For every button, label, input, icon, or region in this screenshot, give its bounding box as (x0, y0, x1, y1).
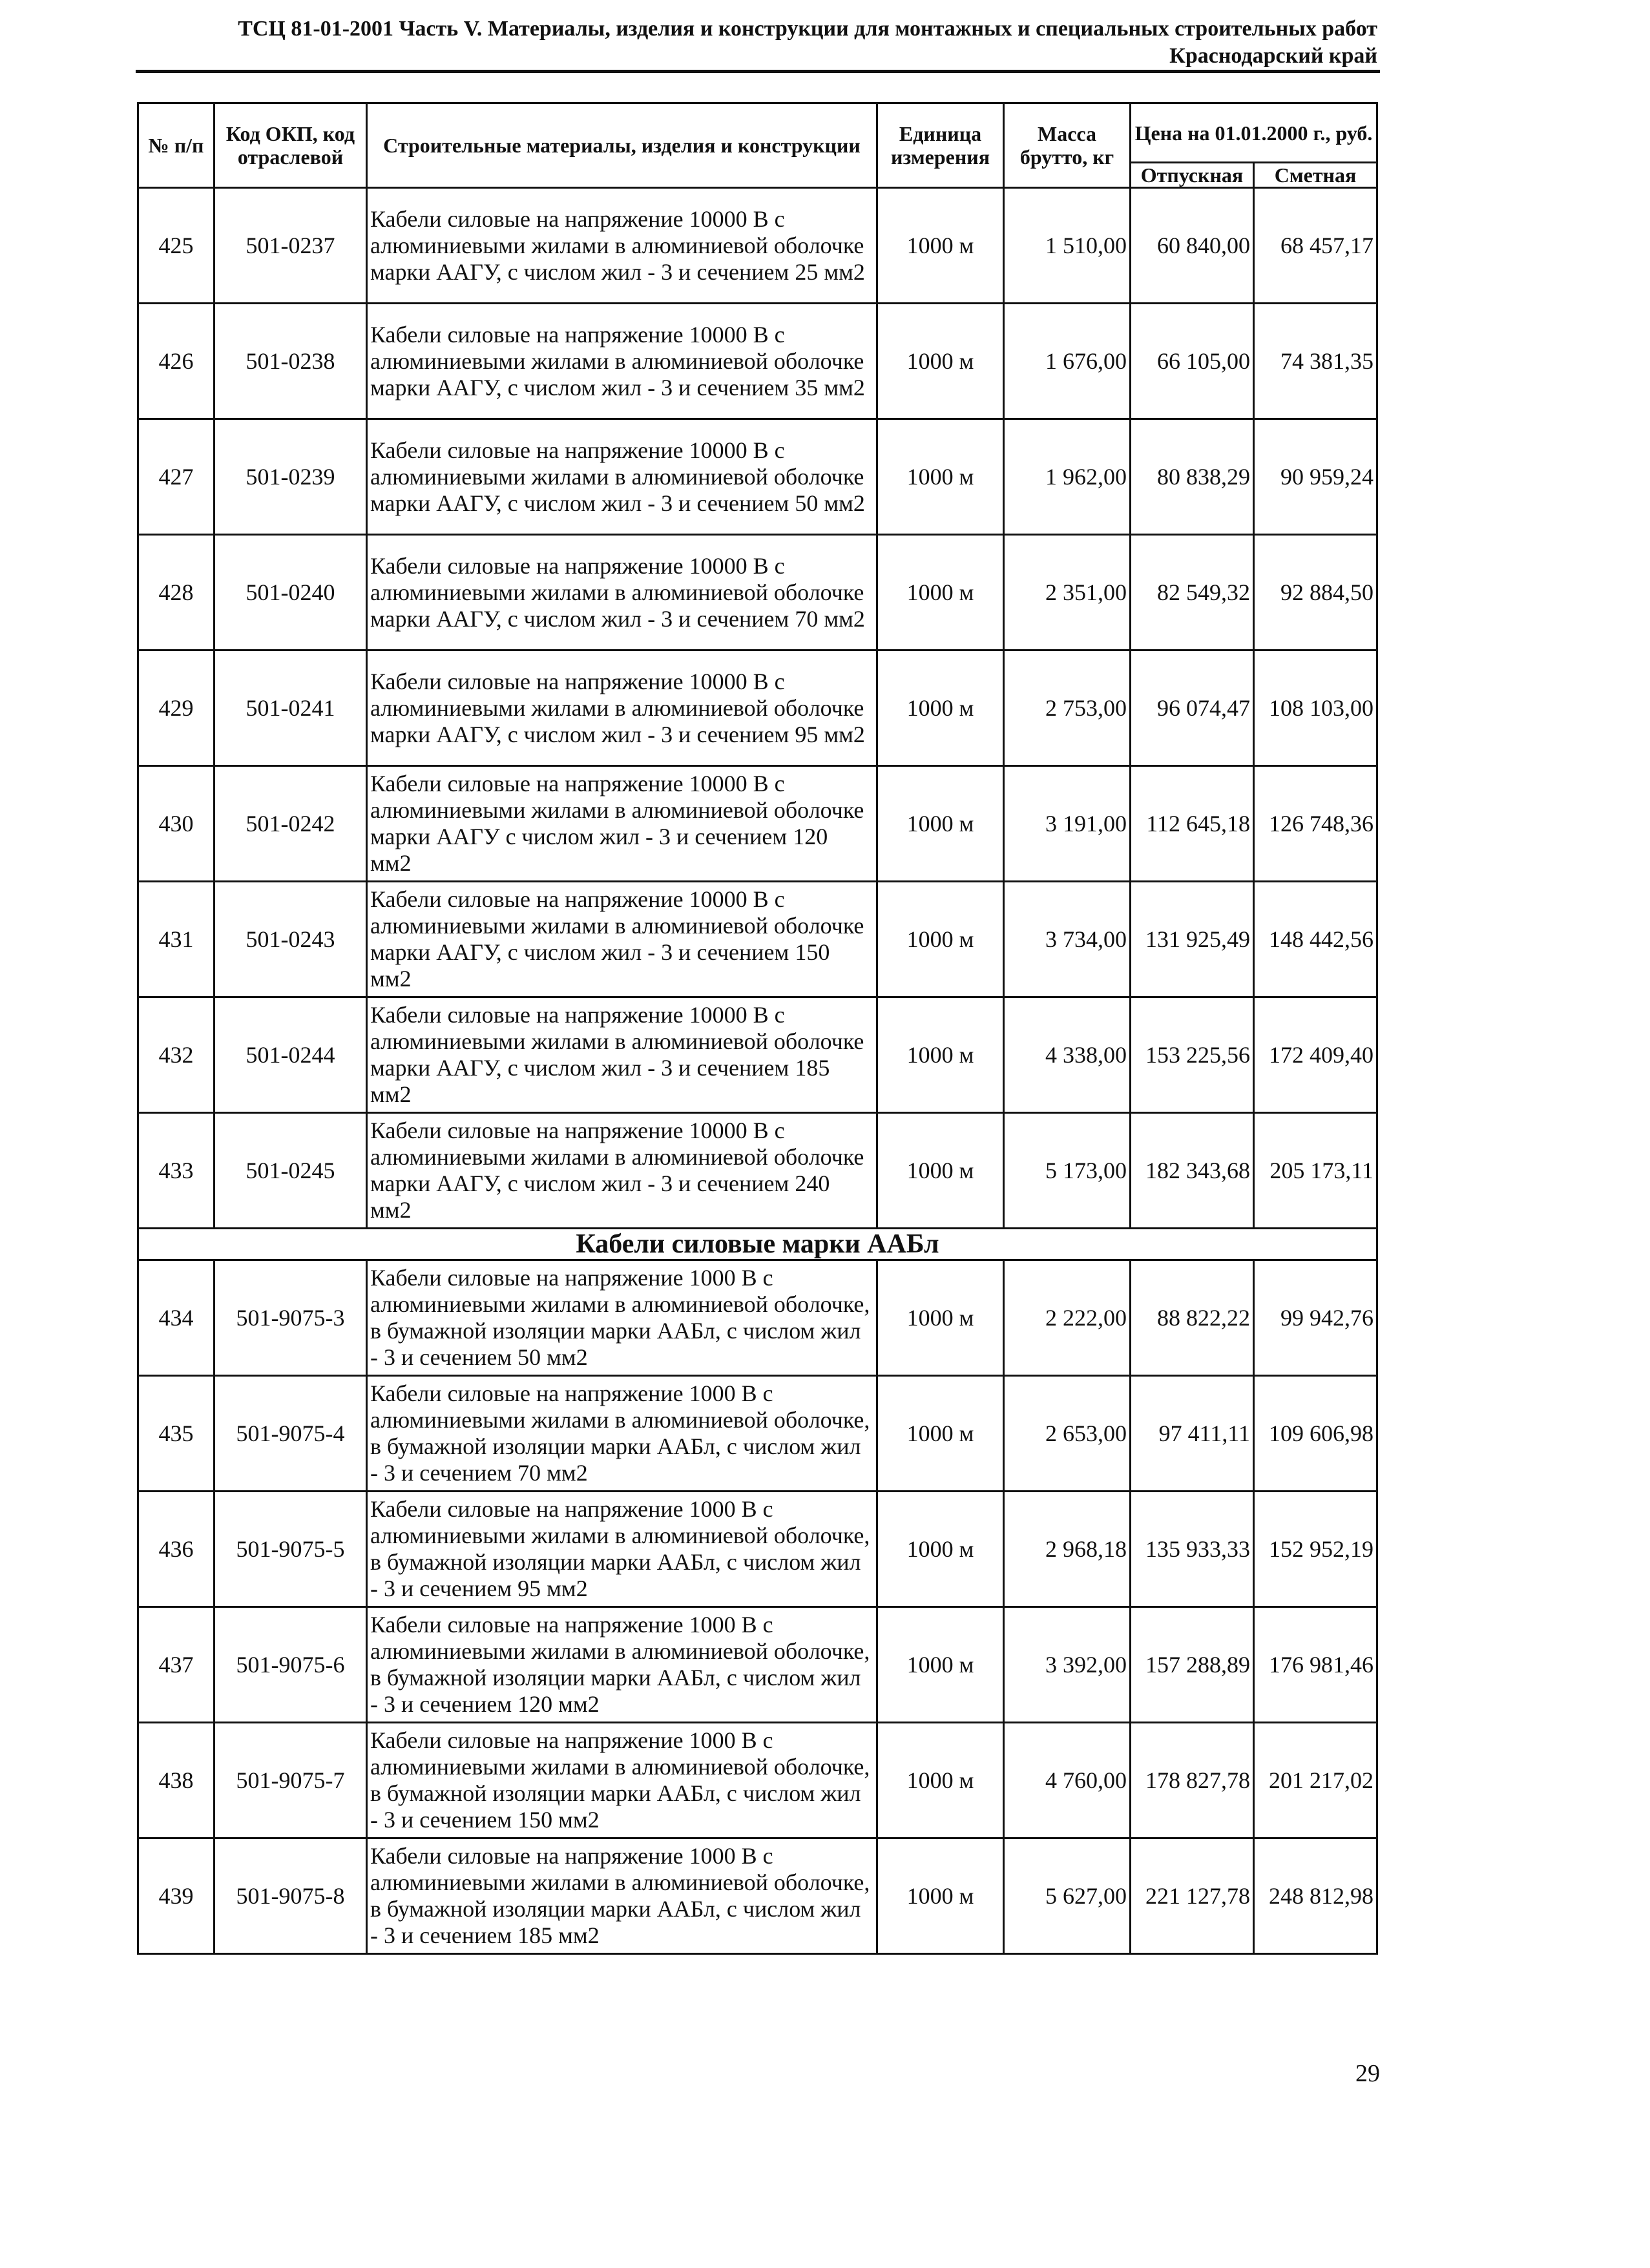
row-price-estimate: 148 442,56 (1254, 882, 1377, 997)
col-header-mass: Масса брутто, кг (1004, 103, 1131, 188)
row-code: 501-9075-7 (214, 1723, 367, 1838)
row-unit: 1000 м (877, 304, 1004, 419)
running-header-title: ТСЦ 81-01-2001 Часть V. Материалы, изделия и конструкции для монтажных и специальных строительных работ (238, 17, 1377, 41)
row-name: Кабели силовые на напряжение 1000 В с алюминиевыми жилами в алюминиевой оболочке, в бумажной изоляции марки ААБл, с числом жил - 3 и сечением 120 мм2 (367, 1607, 877, 1723)
row-price-sale: 96 074,47 (1131, 650, 1254, 766)
col-header-price-estimate: Сметная (1254, 163, 1377, 188)
row-name: Кабели силовые на напряжение 1000 В с алюминиевыми жилами в алюминиевой оболочке, в бумажной изоляции марки ААБл, с числом жил - 3 и сечением 150 мм2 (367, 1723, 877, 1838)
row-price-estimate: 176 981,46 (1254, 1607, 1377, 1723)
materials-price-table (137, 102, 1378, 1955)
page-number: 29 (1355, 2060, 1380, 2087)
row-code: 501-9075-8 (214, 1838, 367, 1954)
row-unit: 1000 м (877, 997, 1004, 1113)
row-price-sale: 178 827,78 (1131, 1723, 1254, 1838)
row-unit: 1000 м (877, 535, 1004, 650)
section-title: Кабели силовые марки ААБл (138, 1229, 1377, 1260)
row-mass: 1 510,00 (1004, 188, 1131, 304)
row-price-estimate: 152 952,19 (1254, 1492, 1377, 1607)
row-unit: 1000 м (877, 1607, 1004, 1723)
table-row (138, 882, 1377, 997)
row-unit: 1000 м (877, 1838, 1004, 1954)
row-price-estimate: 205 173,11 (1254, 1113, 1377, 1229)
row-unit: 1000 м (877, 419, 1004, 535)
row-mass: 5 627,00 (1004, 1838, 1131, 1954)
row-price-estimate: 248 812,98 (1254, 1838, 1377, 1954)
row-code: 501-0244 (214, 997, 367, 1113)
table-row (138, 766, 1377, 882)
row-price-estimate: 90 959,24 (1254, 419, 1377, 535)
table-row (138, 1607, 1377, 1723)
row-price-sale: 82 549,32 (1131, 535, 1254, 650)
row-num: 431 (138, 882, 214, 997)
row-num: 426 (138, 304, 214, 419)
row-name: Кабели силовые на напряжение 10000 В с алюминиевыми жилами в алюминиевой оболочке марки ААГУ, с числом жил - 3 и сечением 35 мм2 (367, 304, 877, 419)
row-num: 434 (138, 1260, 214, 1376)
row-price-sale: 157 288,89 (1131, 1607, 1254, 1723)
row-mass: 2 351,00 (1004, 535, 1131, 650)
row-unit: 1000 м (877, 1723, 1004, 1838)
row-price-sale: 131 925,49 (1131, 882, 1254, 997)
running-header-region: Краснодарский край (1169, 44, 1377, 68)
row-num: 429 (138, 650, 214, 766)
table-body-aabl (138, 1260, 1377, 1954)
row-name: Кабели силовые на напряжение 1000 В с алюминиевыми жилами в алюминиевой оболочке, в бумажной изоляции марки ААБл, с числом жил - 3 и сечением 185 мм2 (367, 1838, 877, 1954)
row-unit: 1000 м (877, 650, 1004, 766)
table-row (138, 419, 1377, 535)
col-header-price-group: Цена на 01.01.2000 г., руб. (1131, 103, 1377, 163)
row-code: 501-0245 (214, 1113, 367, 1229)
row-price-estimate: 68 457,17 (1254, 188, 1377, 304)
row-name: Кабели силовые на напряжение 10000 В с алюминиевыми жилами в алюминиевой оболочке марки ААГУ, с числом жил - 3 и сечением 150 мм2 (367, 882, 877, 997)
row-name: Кабели силовые на напряжение 10000 В с алюминиевыми жилами в алюминиевой оболочке марки ААГУ с числом жил - 3 и сечением 120 мм2 (367, 766, 877, 882)
table-row (138, 1723, 1377, 1838)
table-row (138, 650, 1377, 766)
row-num: 436 (138, 1492, 214, 1607)
table-row (138, 535, 1377, 650)
table-row (138, 1113, 1377, 1229)
row-price-sale: 182 343,68 (1131, 1113, 1254, 1229)
table-row (138, 1376, 1377, 1492)
row-mass: 4 338,00 (1004, 997, 1131, 1113)
table-row (138, 1492, 1377, 1607)
row-code: 501-0240 (214, 535, 367, 650)
row-code: 501-9075-3 (214, 1260, 367, 1376)
row-name: Кабели силовые на напряжение 10000 В с алюминиевыми жилами в алюминиевой оболочке марки ААГУ, с числом жил - 3 и сечением 50 мм2 (367, 419, 877, 535)
row-price-sale: 135 933,33 (1131, 1492, 1254, 1607)
row-code: 501-9075-4 (214, 1376, 367, 1492)
row-num: 425 (138, 188, 214, 304)
table-row (138, 304, 1377, 419)
row-num: 430 (138, 766, 214, 882)
col-header-code: Код ОКП, код отраслевой (214, 103, 367, 188)
row-mass: 2 653,00 (1004, 1376, 1131, 1492)
row-price-estimate: 92 884,50 (1254, 535, 1377, 650)
row-mass: 5 173,00 (1004, 1113, 1131, 1229)
row-code: 501-0241 (214, 650, 367, 766)
row-price-sale: 112 645,18 (1131, 766, 1254, 882)
row-name: Кабели силовые на напряжение 1000 В с алюминиевыми жилами в алюминиевой оболочке, в бумажной изоляции марки ААБл, с числом жил - 3 и сечением 50 мм2 (367, 1260, 877, 1376)
row-num: 433 (138, 1113, 214, 1229)
row-mass: 1 962,00 (1004, 419, 1131, 535)
row-price-sale: 60 840,00 (1131, 188, 1254, 304)
row-unit: 1000 м (877, 766, 1004, 882)
row-num: 432 (138, 997, 214, 1113)
row-unit: 1000 м (877, 1260, 1004, 1376)
row-num: 439 (138, 1838, 214, 1954)
table-row (138, 188, 1377, 304)
row-num: 428 (138, 535, 214, 650)
row-num: 438 (138, 1723, 214, 1838)
row-mass: 3 392,00 (1004, 1607, 1131, 1723)
row-code: 501-0239 (214, 419, 367, 535)
row-num: 435 (138, 1376, 214, 1492)
row-unit: 1000 м (877, 188, 1004, 304)
row-price-estimate: 99 942,76 (1254, 1260, 1377, 1376)
table-row (138, 1838, 1377, 1954)
header-rule (136, 70, 1380, 73)
col-header-name: Строительные материалы, изделия и конструкции (367, 103, 877, 188)
row-name: Кабели силовые на напряжение 1000 В с алюминиевыми жилами в алюминиевой оболочке, в бумажной изоляции марки ААБл, с числом жил - 3 и сечением 95 мм2 (367, 1492, 877, 1607)
row-price-estimate: 109 606,98 (1254, 1376, 1377, 1492)
row-price-sale: 97 411,11 (1131, 1376, 1254, 1492)
col-header-unit: Единица измерения (877, 103, 1004, 188)
row-mass: 2 753,00 (1004, 650, 1131, 766)
row-price-sale: 66 105,00 (1131, 304, 1254, 419)
row-num: 437 (138, 1607, 214, 1723)
col-header-price-sale: Отпускная (1131, 163, 1254, 188)
row-code: 501-0242 (214, 766, 367, 882)
col-header-num: № п/п (138, 103, 214, 188)
table-row (138, 1260, 1377, 1376)
row-price-sale: 221 127,78 (1131, 1838, 1254, 1954)
row-code: 501-0238 (214, 304, 367, 419)
row-mass: 1 676,00 (1004, 304, 1131, 419)
row-mass: 3 734,00 (1004, 882, 1131, 997)
row-price-sale: 80 838,29 (1131, 419, 1254, 535)
row-name: Кабели силовые на напряжение 10000 В с алюминиевыми жилами в алюминиевой оболочке марки ААГУ, с числом жил - 3 и сечением 240 мм2 (367, 1113, 877, 1229)
row-price-estimate: 74 381,35 (1254, 304, 1377, 419)
row-name: Кабели силовые на напряжение 1000 В с алюминиевыми жилами в алюминиевой оболочке, в бумажной изоляции марки ААБл, с числом жил - 3 и сечением 70 мм2 (367, 1376, 877, 1492)
row-code: 501-0243 (214, 882, 367, 997)
row-price-estimate: 108 103,00 (1254, 650, 1377, 766)
row-code: 501-9075-5 (214, 1492, 367, 1607)
row-unit: 1000 м (877, 882, 1004, 997)
row-mass: 3 191,00 (1004, 766, 1131, 882)
row-price-estimate: 126 748,36 (1254, 766, 1377, 882)
row-code: 501-0237 (214, 188, 367, 304)
row-price-sale: 153 225,56 (1131, 997, 1254, 1113)
row-name: Кабели силовые на напряжение 10000 В с алюминиевыми жилами в алюминиевой оболочке марки ААГУ, с числом жил - 3 и сечением 25 мм2 (367, 188, 877, 304)
row-unit: 1000 м (877, 1492, 1004, 1607)
table-body-aagu (138, 188, 1377, 1229)
row-price-estimate: 201 217,02 (1254, 1723, 1377, 1838)
row-code: 501-9075-6 (214, 1607, 367, 1723)
row-name: Кабели силовые на напряжение 10000 В с алюминиевыми жилами в алюминиевой оболочке марки ААГУ, с числом жил - 3 и сечением 70 мм2 (367, 535, 877, 650)
row-mass: 4 760,00 (1004, 1723, 1131, 1838)
row-name: Кабели силовые на напряжение 10000 В с алюминиевыми жилами в алюминиевой оболочке марки ААГУ, с числом жил - 3 и сечением 185 мм2 (367, 997, 877, 1113)
row-price-sale: 88 822,22 (1131, 1260, 1254, 1376)
row-unit: 1000 м (877, 1376, 1004, 1492)
table-row (138, 997, 1377, 1113)
row-name: Кабели силовые на напряжение 10000 В с алюминиевыми жилами в алюминиевой оболочке марки ААГУ, с числом жил - 3 и сечением 95 мм2 (367, 650, 877, 766)
row-num: 427 (138, 419, 214, 535)
row-mass: 2 222,00 (1004, 1260, 1131, 1376)
row-unit: 1000 м (877, 1113, 1004, 1229)
row-price-estimate: 172 409,40 (1254, 997, 1377, 1113)
row-mass: 2 968,18 (1004, 1492, 1131, 1607)
